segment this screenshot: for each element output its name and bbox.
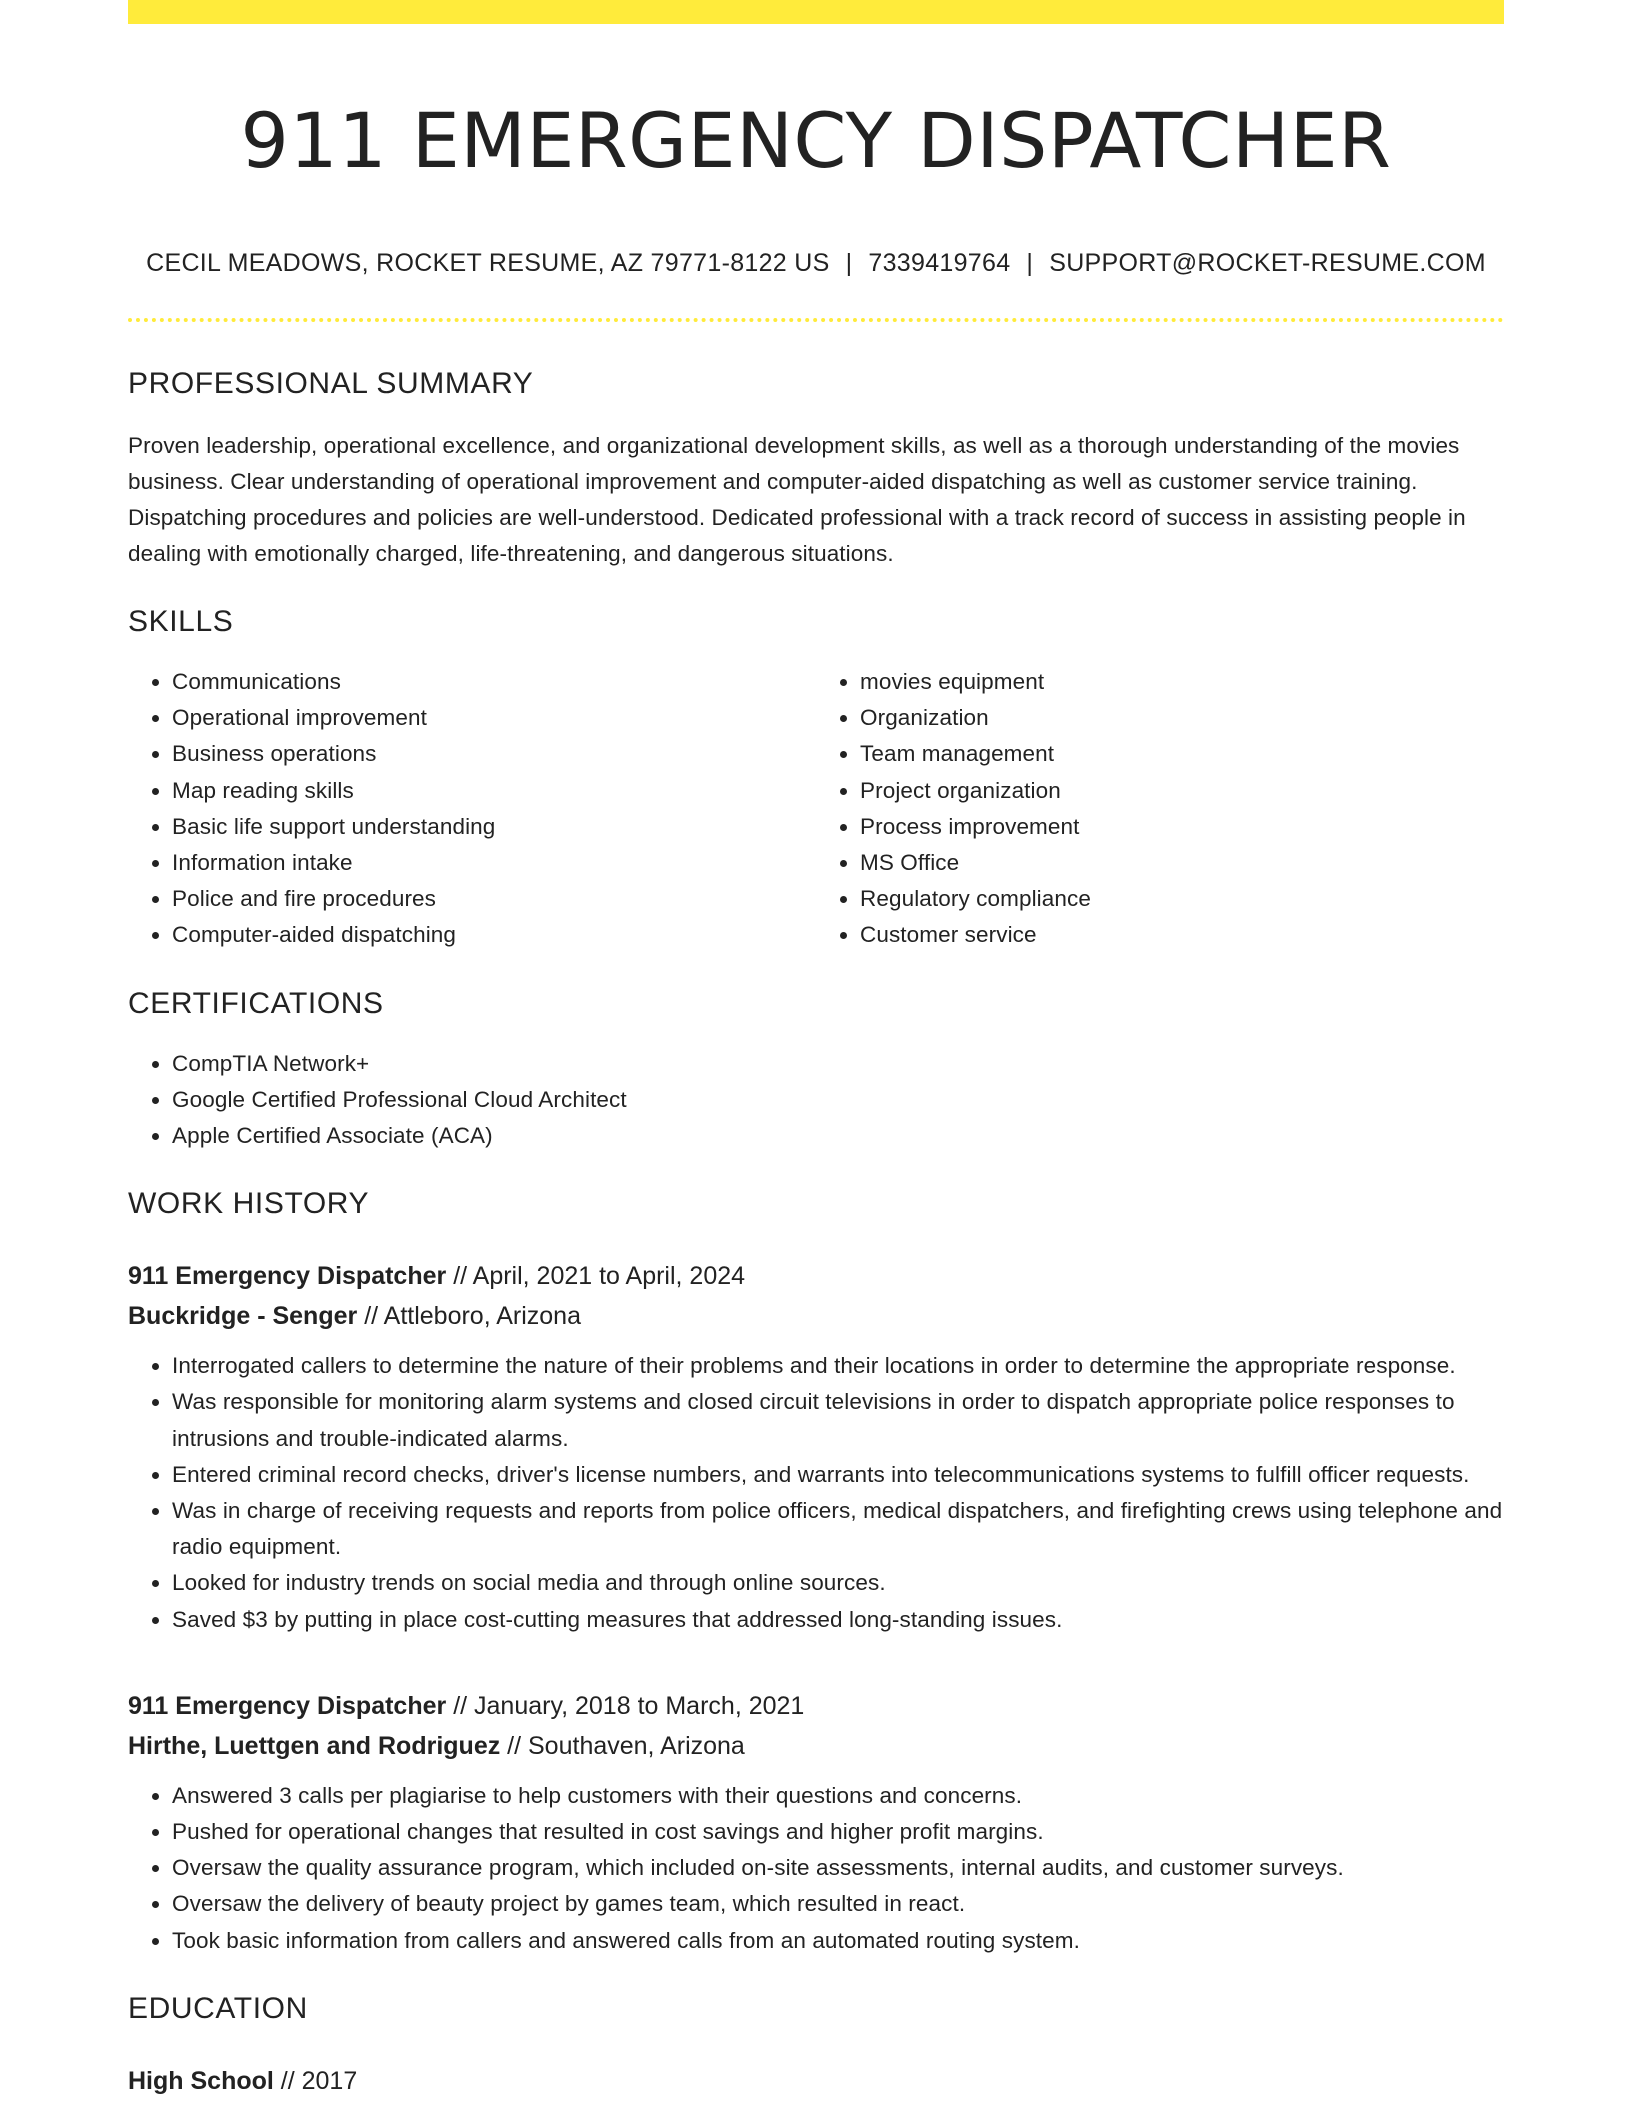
education-entry xyxy=(128,2061,1504,2101)
section-heading: SKILLS xyxy=(128,605,234,638)
skill-item: • Organization xyxy=(860,700,1504,736)
job-bullet: • Took basic information from callers and answered calls from an automated routing system. xyxy=(172,1923,1504,1959)
job-company: Buckridge - Senger xyxy=(128,1302,358,1331)
job-bullet: • Was in charge of receiving requests and reports from police officers, medical dispatchers, and firefighting crews using telephone and radio equipment. xyxy=(172,1493,1504,1565)
job-title: 911 Emergency Dispatcher xyxy=(128,1691,447,1720)
dotted-divider xyxy=(128,318,1504,322)
skill-item: • Operational improvement xyxy=(172,700,816,736)
skill-item: • Process improvement xyxy=(860,809,1504,845)
skills-list-right xyxy=(816,664,1504,954)
job-entry xyxy=(128,1686,1504,1959)
section-heading: EDUCATION xyxy=(128,1991,308,2025)
skill-item: • movies equipment xyxy=(860,664,1504,700)
skills-section xyxy=(128,604,1504,954)
job-bullet: • Entered criminal record checks, driver's license numbers, and warrants into telecommunications systems to fulfill officer requests. xyxy=(172,1457,1504,1493)
job-bullets xyxy=(128,1348,1504,1638)
contact-email[interactable]: SUPPORT@ROCKET-RESUME.COM xyxy=(1049,249,1486,277)
skills-columns xyxy=(128,664,1504,954)
education-school: High School xyxy=(128,2066,274,2095)
job-bullet: • Oversaw the delivery of beauty project by games team, which resulted in react. xyxy=(172,1886,1504,1922)
job-bullets xyxy=(128,1778,1504,1959)
job-bullet: • Was responsible for monitoring alarm systems and closed circuit televisions in order to dispatch appropriate police responses to intrusions and trouble-indicated alarms. xyxy=(172,1384,1504,1456)
summary-section xyxy=(128,366,1504,572)
skills-list-left xyxy=(128,664,816,954)
skill-item: • Computer-aided dispatching xyxy=(172,917,816,953)
job-bullet: • Saved $3 by putting in place cost-cutting measures that addressed long-standing issues. xyxy=(172,1602,1504,1638)
section-heading: PROFESSIONAL SUMMARY xyxy=(128,367,534,400)
section-heading: WORK HISTORY xyxy=(128,1187,370,1221)
skill-item: • Police and fire procedures xyxy=(172,881,816,917)
skill-item: • Map reading skills xyxy=(172,773,816,809)
job-title: 911 Emergency Dispatcher xyxy=(128,1262,447,1291)
certifications-section xyxy=(128,986,1504,1155)
contact-address: CECIL MEADOWS, ROCKET RESUME, AZ 79771-8122 US xyxy=(146,249,830,277)
job-bullet: • Oversaw the quality assurance program, which included on-site assessments, internal audits, and customer surveys. xyxy=(172,1850,1504,1886)
skill-item: • Communications xyxy=(172,664,816,700)
job-title-line xyxy=(128,1256,1504,1296)
resume-page xyxy=(128,0,1504,2101)
contact-separator: | xyxy=(1026,249,1034,277)
job-bullet: • Answered 3 calls per plagiarise to help customers with their questions and concerns. xyxy=(172,1778,1504,1814)
skill-item: • Customer service xyxy=(860,917,1504,953)
job-entry xyxy=(128,1256,1504,1638)
education-section xyxy=(128,1991,1504,2101)
job-bullet: • Looked for industry trends on social media and through online sources. xyxy=(172,1565,1504,1601)
job-dates: // January, 2018 to March, 2021 xyxy=(453,1691,805,1720)
job-company-line xyxy=(128,1726,1504,1766)
skill-item: • Project organization xyxy=(860,773,1504,809)
section-heading: CERTIFICATIONS xyxy=(128,986,384,1020)
job-bullet: • Pushed for operational changes that resulted in cost savings and higher profit margins. xyxy=(172,1814,1504,1850)
contact-line xyxy=(128,248,1504,278)
job-location: // Attleboro, Arizona xyxy=(364,1302,581,1331)
job-title-line xyxy=(128,1686,1504,1726)
work-history-section xyxy=(128,1186,1504,1959)
job-company: Hirthe, Luettgen and Rodriguez xyxy=(128,1731,501,1760)
accent-bar xyxy=(128,0,1504,24)
resume-title: 911 EMERGENCY DISPATCHER xyxy=(240,96,1392,185)
certification-item: • Google Certified Professional Cloud Architect xyxy=(172,1082,1504,1118)
job-bullet: • Interrogated callers to determine the nature of their problems and their locations in order to determine the appropriate response. xyxy=(172,1348,1504,1384)
skill-item: • Business operations xyxy=(172,736,816,772)
certification-item: • Apple Certified Associate (ACA) xyxy=(172,1118,1504,1154)
skill-item: • Basic life support understanding xyxy=(172,809,816,845)
education-year: // 2017 xyxy=(280,2066,358,2095)
contact-phone: 7339419764 xyxy=(868,249,1011,277)
certification-item: • CompTIA Network+ xyxy=(172,1046,1504,1082)
skill-item: • Team management xyxy=(860,736,1504,772)
job-location: // Southaven, Arizona xyxy=(507,1731,745,1760)
job-company-line xyxy=(128,1296,1504,1336)
certifications-list xyxy=(128,1046,1504,1155)
skill-item: • MS Office xyxy=(860,845,1504,881)
summary-text: Proven leadership, operational excellence, and organizational development skills, as well as a thorough understanding of the movies business. Clear understanding of operational improvement and computer-aided dispatching as well as customer service training. Dispatching procedures and policies are well-understood. Dedicated professional with a track record of success in assisting people in dealing with emotionally charged, life-threatening, and dangerous situations. xyxy=(128,433,1466,566)
contact-separator: | xyxy=(845,249,853,277)
skill-item: • Information intake xyxy=(172,845,816,881)
job-dates: // April, 2021 to April, 2024 xyxy=(453,1262,746,1291)
skill-item: • Regulatory compliance xyxy=(860,881,1504,917)
